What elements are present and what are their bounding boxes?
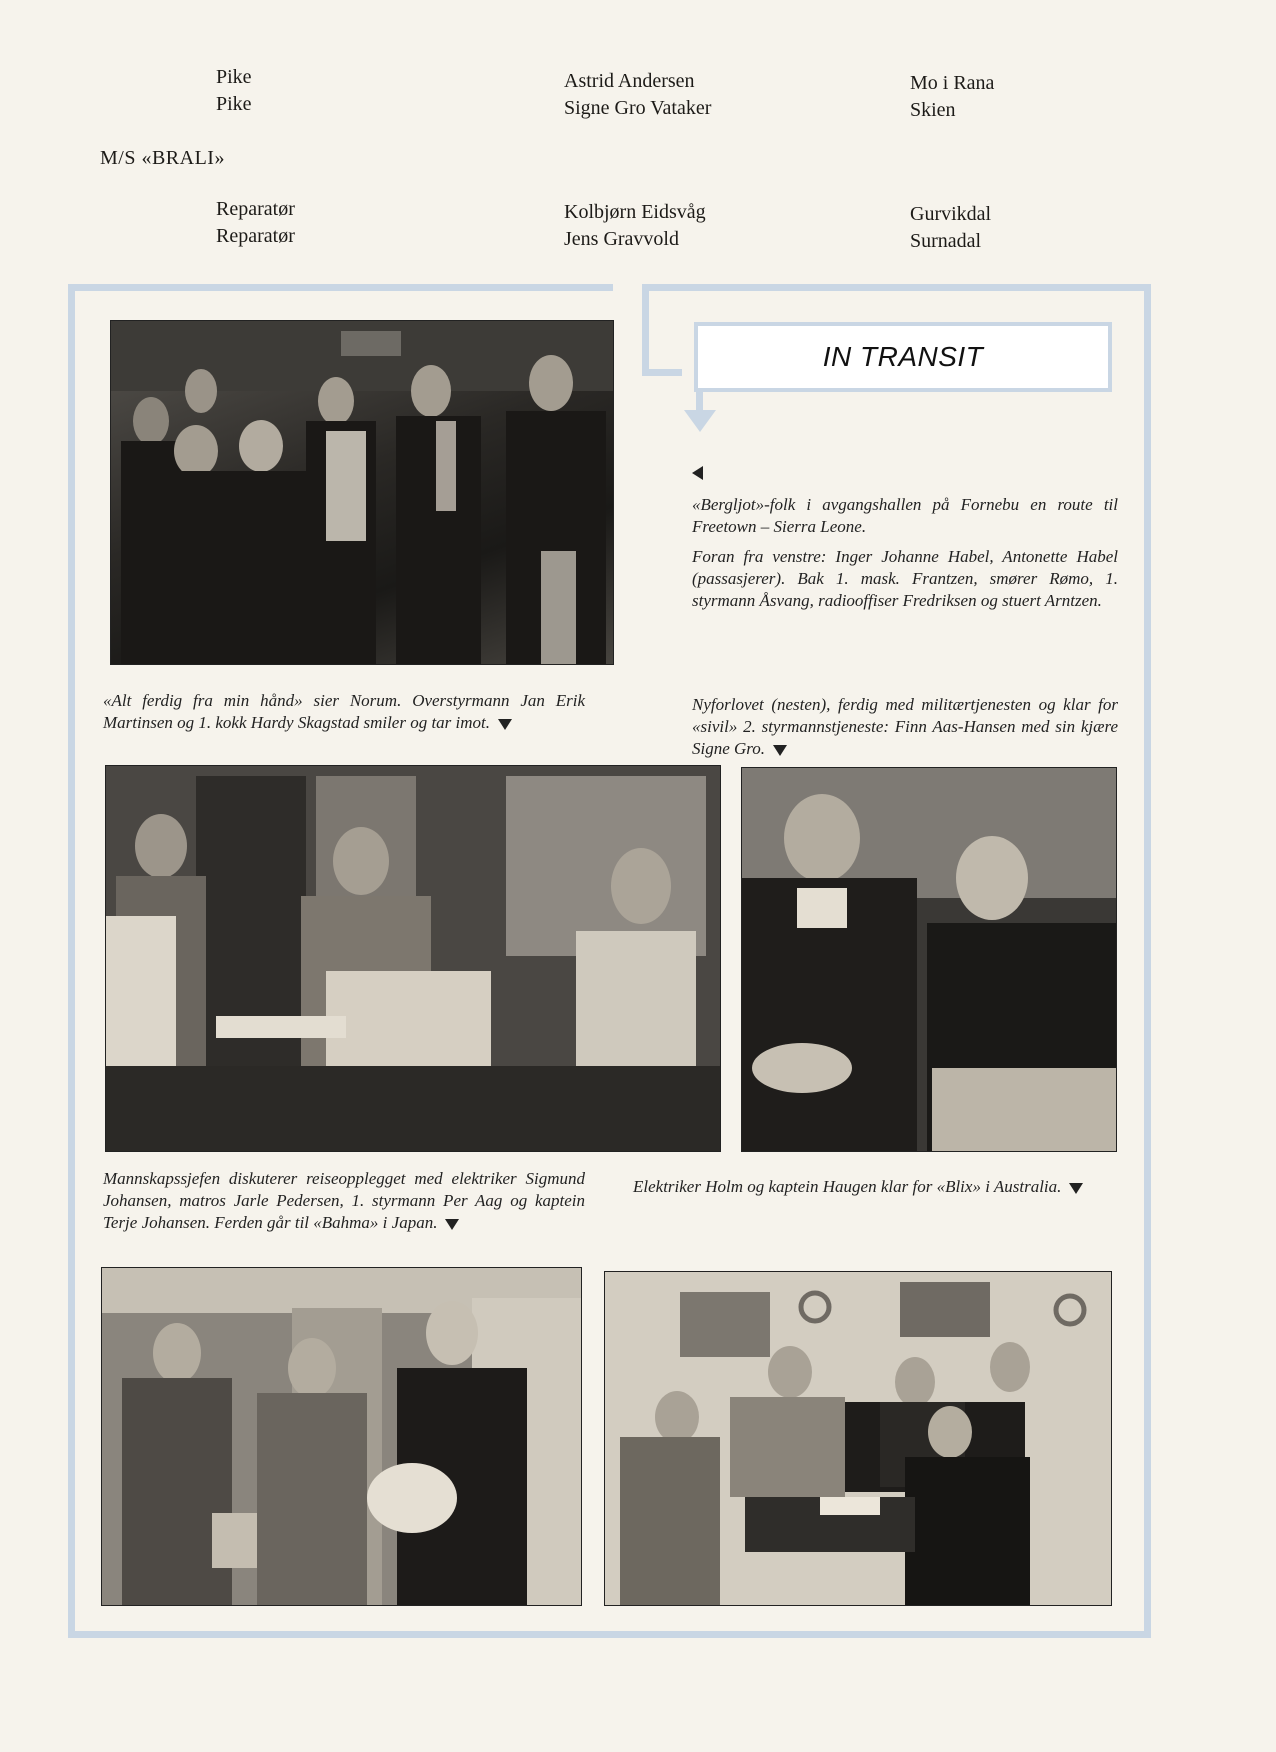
caption-engaged-text: Nyforlovet (nesten), ferdig med militærtjenesten og klar for «sivil» 2. styrmannstjeneste: Finn Aas-Hansen med sin kjære Signe Gro.	[692, 695, 1118, 758]
ship-place-2: Surnadal	[910, 230, 982, 252]
caption-norum	[103, 690, 585, 734]
photo-norum-parcel	[105, 765, 721, 1152]
ship-name-2: Jens Gravvold	[564, 228, 679, 250]
caption-blix-text: Elektriker Holm og kaptein Haugen klar for «Blix» i Australia.	[633, 1177, 1062, 1196]
roster-place-1: Mo i Rana	[910, 72, 995, 94]
photo-engaged-couple	[741, 767, 1117, 1152]
caption-blix	[633, 1176, 1115, 1198]
section-title-box	[694, 322, 1112, 392]
caption-fornebu-names: Foran fra venstre: Inger Johanne Habel, Antonette Habel (passasjerer). Bak 1. mask. Frantzen, smører Rømo, 1. styrmann Åsvang, radiooffiser Fredriksen og stuert Arntzen.	[692, 547, 1118, 610]
arrow-down-icon	[1069, 1183, 1083, 1194]
ship-role-2: Reparatør	[216, 225, 295, 247]
arrow-down-icon	[445, 1219, 459, 1230]
roster-role-2: Pike	[216, 93, 252, 115]
ship-label: M/S «BRALI»	[100, 147, 225, 169]
roster-name-2: Signe Gro Vataker	[564, 97, 712, 119]
roster-name-1: Astrid Andersen	[564, 70, 695, 92]
photo-bahma-crew	[101, 1267, 582, 1606]
arrow-down-icon	[498, 719, 512, 730]
arrow-down-icon	[773, 745, 787, 756]
caption-bahma	[103, 1168, 585, 1234]
section-title: IN TRANSIT	[822, 341, 984, 372]
ship-name-1: Kolbjørn Eidsvåg	[564, 201, 706, 223]
ship-place-1: Gurvikdal	[910, 203, 992, 225]
arrow-left-icon	[692, 466, 703, 485]
caption-engaged	[692, 694, 1118, 760]
photo-blix-crew	[604, 1271, 1112, 1606]
caption-fornebu-intro: «Bergljot»-folk i avgangshallen på Fornebu en route til Freetown – Sierra Leone.	[692, 495, 1118, 536]
ship-role-1: Reparatør	[216, 198, 295, 220]
caption-bahma-text: Mannskapssjefen diskuterer reiseopplegget med elektriker Sigmund Johansen, matros Jarle Pedersen, 1. styrmann Per Aag og kaptein Terje Johansen. Ferden går til «Bahma» i Japan.	[103, 1169, 585, 1232]
roster-role-1: Pike	[216, 66, 252, 88]
photo-fornebu-group	[110, 320, 614, 665]
caption-norum-text: «Alt ferdig fra min hånd» sier Norum. Overstyrmann Jan Erik Martinsen og 1. kokk Hardy Skagstad smiler og tar imot.	[103, 691, 585, 732]
roster-place-2: Skien	[910, 99, 956, 121]
